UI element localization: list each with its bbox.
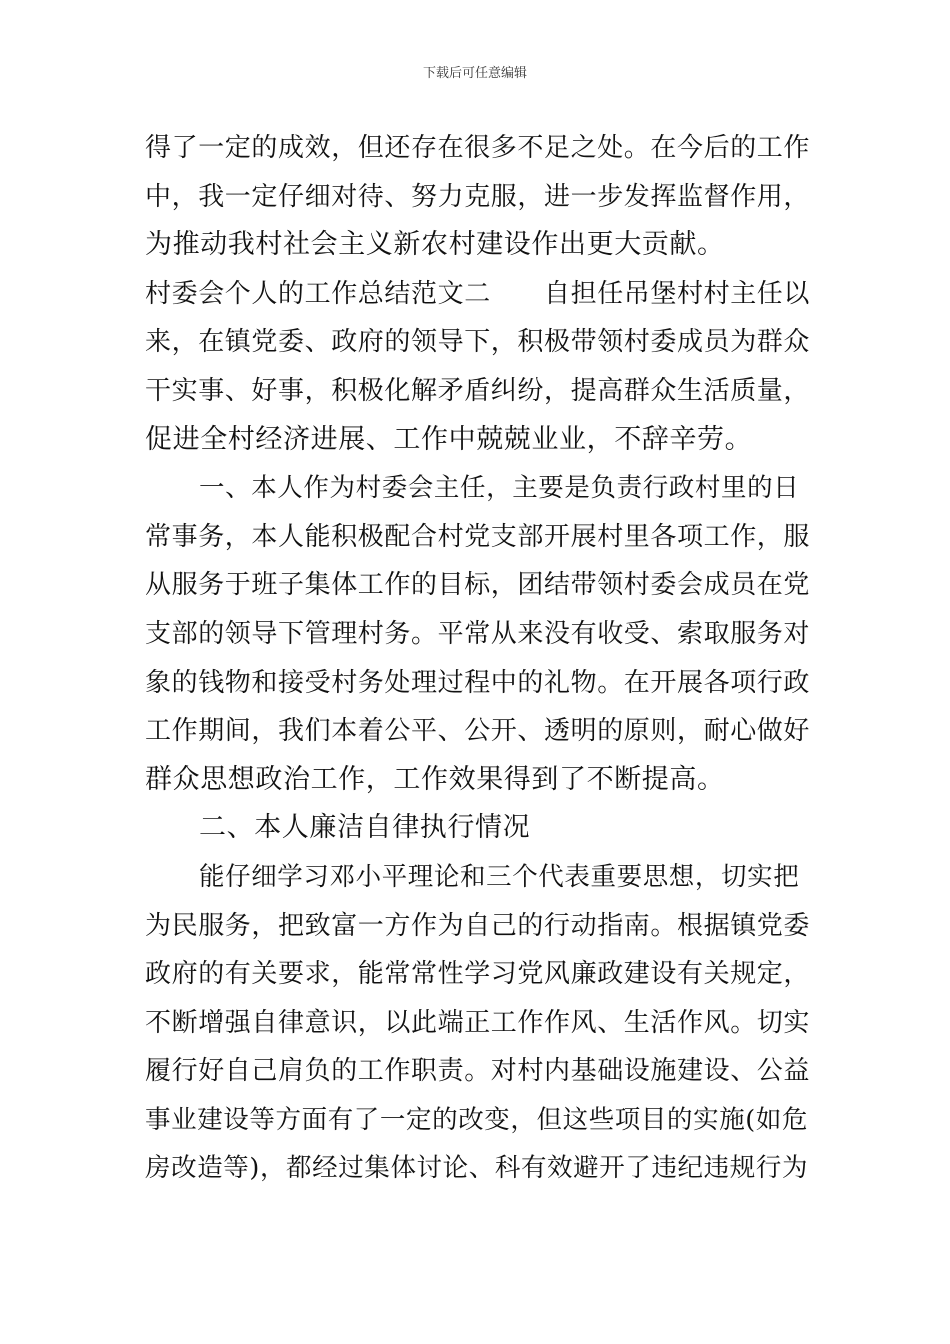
document-body xyxy=(145,124,810,1193)
text-line: 事业建设等方面有了一定的改变，但这些项目的实施(如危 xyxy=(145,1104,809,1135)
text-line: 房改造等)，都经过集体讨论、科有效避开了违纪违规行为 xyxy=(145,1153,809,1184)
text-line: 二、本人廉洁自律执行情况 xyxy=(199,812,531,844)
text-line: 象的钱物和接受村务处理过程中的礼物。在开展各项行政 xyxy=(145,667,811,698)
text-line: 村委会个人的工作总结范文二 自担任吊堡村村主任以 xyxy=(145,278,811,309)
text-line: 为民服务，把致富一方作为自己的行动指南。根据镇党委 xyxy=(145,910,811,941)
text-line: 能仔细学习邓小平理论和三个代表重要思想，切实把 xyxy=(199,861,800,892)
text-line: 得了一定的成效，但还存在很多不足之处。在今后的工作 xyxy=(145,133,811,163)
text-line: 履行好自己肩负的工作职责。对村内基础设施建设、公益 xyxy=(145,1056,811,1087)
text-line: 来，在镇党委、政府的领导下，积极带领村委成员为群众 xyxy=(145,327,811,358)
text-line: 干实事、好事，积极化解矛盾纠纷，提高群众生活质量， xyxy=(145,375,811,406)
text-line: 中，我一定仔细对待、努力克服，进一步发挥监督作用， xyxy=(145,181,811,212)
text-line: 促进全村经济进展、工作中兢兢业业，不辞辛劳。 xyxy=(145,423,753,455)
text-line: 工作期间，我们本着公平、公开、透明的原则，耐心做好 xyxy=(145,716,811,747)
text-line: 常事务，本人能积极配合村党支部开展村里各项工作，服 xyxy=(145,521,811,552)
text-line: 支部的领导下管理村务。平常从来没有收受、索取服务对 xyxy=(145,618,811,649)
text-line: 政府的有关要求，能常常性学习党风廉政建设有关规定， xyxy=(145,959,811,990)
text-line: 群众思想政治工作，工作效果得到了不断提高。 xyxy=(145,763,725,795)
text-line: 为推动我村社会主义新农村建设作出更大贡献。 xyxy=(145,229,725,261)
text-line: 从服务于班子集体工作的目标，团结带领村委会成员在党 xyxy=(145,570,811,601)
text-line: 不断增强自律意识，以此端正工作作风、生活作风。切实 xyxy=(145,1007,811,1038)
text-line: 一、本人作为村委会主任，主要是负责行政村里的日 xyxy=(199,473,800,504)
page-header-note: 下载后可任意编辑 xyxy=(422,66,527,81)
